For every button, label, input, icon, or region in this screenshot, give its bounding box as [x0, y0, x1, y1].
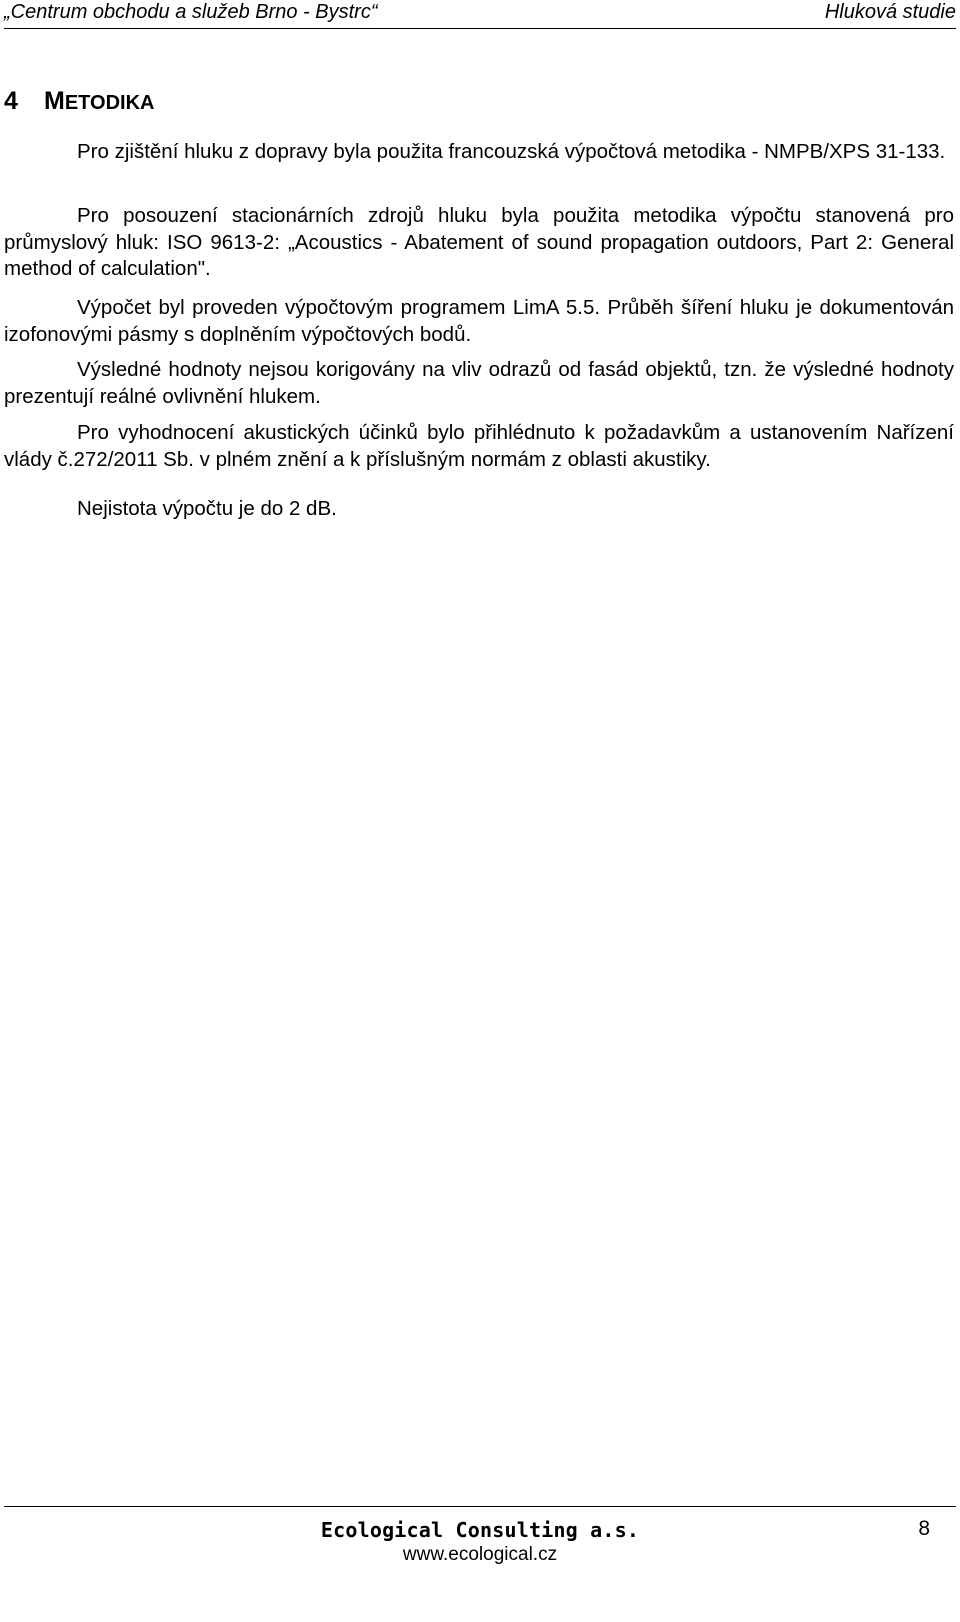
footer-website: www.ecological.cz — [402, 1544, 558, 1565]
header-divider — [4, 28, 956, 29]
section-title-initial: M — [44, 87, 65, 115]
paragraph-uncertainty: Nejistota výpočtu je do 2 dB. — [77, 497, 337, 520]
page-header — [4, 0, 956, 30]
footer-divider — [4, 1506, 956, 1507]
section-title-rest: ETODIKA — [64, 92, 155, 114]
paragraph-legal-requirements: Pro vyhodnocení akustických účinků bylo přihlédnuto k požadavkům a ustanovením Nařízení vlády č.272/2011 Sb. v plném znění a k příslušným normám z oblasti akustiky. — [4, 421, 954, 471]
section-heading — [4, 86, 154, 118]
page-number: 8 — [918, 1517, 930, 1540]
paragraph-traffic-noise-method: Pro zjištění hluku z dopravy byla použita francouzská výpočtová metodika - NMPB/XPS 31-133. — [77, 140, 946, 163]
paragraph-stationary-sources-method: Pro posouzení stacionárních zdrojů hluku byla použita metodika výpočtu stanovená pro průmyslový hluk: ISO 9613-2: „Acoustics - Abatement of sound propagation outdoors, Part 2: General method of calculation". — [4, 204, 954, 280]
section-number: 4 — [4, 87, 18, 115]
paragraph-calculation-software: Výpočet byl proveden výpočtovým programem LimA 5.5. Průběh šíření hluku je dokumentován izofonovými pásmy s doplněním výpočtových bodů. — [4, 296, 954, 346]
header-project-title: „Centrum obchodu a služeb Brno - Bystrc“ — [4, 1, 378, 23]
footer-company-name: Ecological Consulting a.s. — [320, 1518, 640, 1542]
paragraph-reflection-correction: Výsledné hodnoty nejsou korigovány na vliv odrazů od fasád objektů, tzn. že výsledné hodnoty prezentují reálné ovlivnění hlukem. — [4, 358, 954, 408]
header-document-type: Hluková studie — [824, 1, 956, 23]
